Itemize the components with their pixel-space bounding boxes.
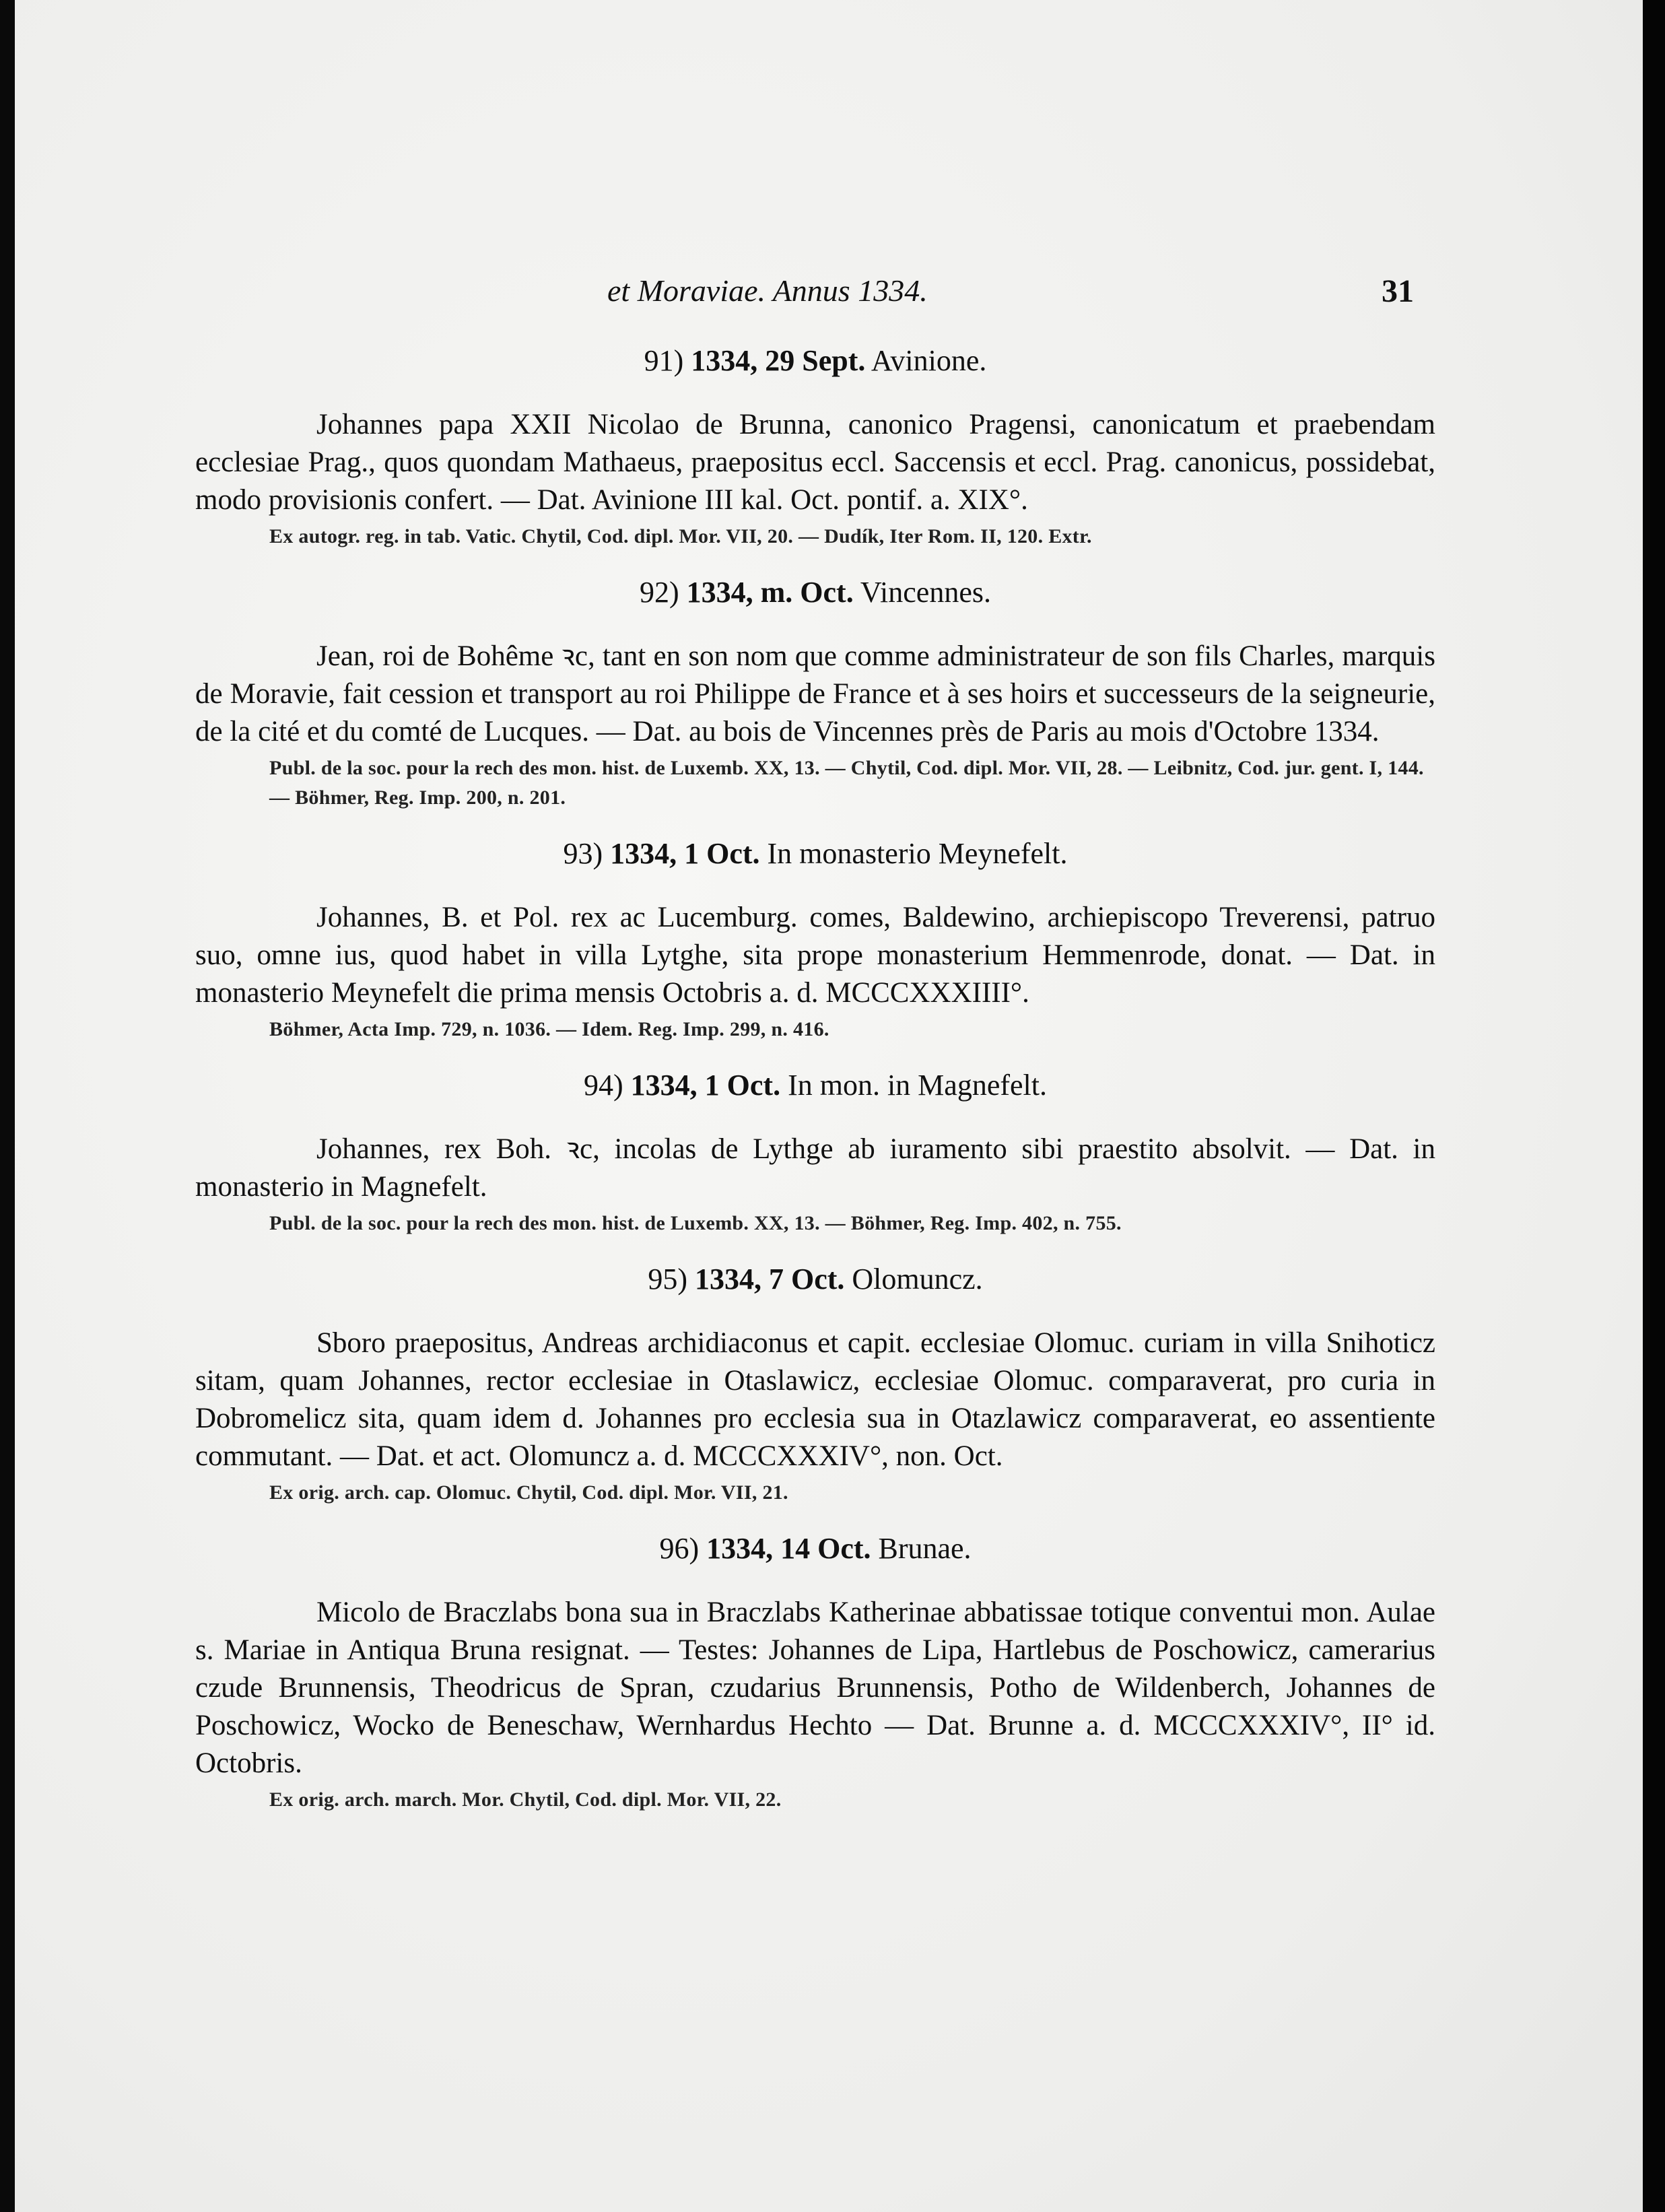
entry-date: 1334, 14 Oct. [706, 1532, 871, 1565]
entry-heading [195, 572, 1435, 613]
entry-place: Avinione. [871, 344, 987, 377]
page-header [15, 273, 1643, 313]
entry-number: 94) [584, 1069, 623, 1102]
entry-92 [195, 572, 1435, 813]
entry-place: In monasterio Meynefelt. [767, 837, 1068, 870]
entry-place: In mon. in Magnefelt. [788, 1069, 1047, 1102]
entry-number: 92) [639, 576, 679, 609]
entry-date: 1334, 1 Oct. [610, 837, 760, 870]
entry-date: 1334, m. Oct. [686, 576, 854, 609]
entry-body: Johannes, B. et Pol. rex ac Lucemburg. comes, Baldewino, archiepiscopo Treverensi, patruo suo, omne ius, quod habet in villa Lytghe, sita prope monasterium Hemmenrode, donat. — Dat. in monasterio Meynefelt die prima mensis Octobris a. d. MCCCXXXIIII°. [195, 902, 1435, 1009]
entry-93 [195, 833, 1435, 1044]
entry-heading [195, 1259, 1435, 1300]
entry-body: Johannes, rex Boh. ꝛc, incolas de Lythge ab iuramento sibi praestito absolvit. — Dat. in monasterio in Magnefelt. [195, 1133, 1435, 1203]
entry-heading [195, 1065, 1435, 1106]
entry-source: Ex orig. arch. march. Mor. Chytil, Cod. dipl. Mor. VII, 22. [269, 1788, 782, 1811]
scan-right-border [1643, 0, 1665, 2212]
entry-number: 93) [563, 837, 603, 870]
entry-91 [195, 340, 1435, 551]
running-title: et Moraviae. Annus 1334. [607, 273, 928, 308]
entry-place: Vincennes. [860, 576, 991, 609]
page-number: 31 [1382, 273, 1414, 309]
entry-source: Publ. de la soc. pour la rech des mon. hist. de Luxemb. XX, 13. — Böhmer, Reg. Imp. 402, n. 755. [269, 1212, 1122, 1234]
entry-source: Ex autogr. reg. in tab. Vatic. Chytil, Cod. dipl. Mor. VII, 20. — Dudík, Iter Rom. II, 120. Extr. [269, 525, 1092, 547]
entry-body: Sboro praepositus, Andreas archidiaconus et capit. ecclesiae Olomuc. curiam in villa Snihoticz sitam, quam Johannes, rector ecclesiae in Otaslawicz, ecclesiae Olomuc. comparaverat, pro curia in Dobromelicz sita, quam idem d. Johannes pro ecclesia sua in Otazlawicz comparaverat, eo assentiente commutant. — Dat. et act. Olomuncz a. d. MCCCXXXIV°, non. Oct. [195, 1327, 1435, 1472]
entry-94 [195, 1065, 1435, 1238]
entry-place: Brunae. [878, 1532, 972, 1565]
entry-source: Böhmer, Acta Imp. 729, n. 1036. — Idem. Reg. Imp. 299, n. 416. [269, 1018, 829, 1040]
entry-heading [195, 340, 1435, 382]
entry-body: Jean, roi de Bohême ꝛc, tant en son nom que comme administrateur de son fils Charles, marquis de Moravie, fait cession et transport au roi Philippe de France et à ses hoirs et successeurs de la seigneurie, de la cité et du comté de Lucques. — Dat. au bois de Vincennes près de Paris au mois d'Octobre 1334. [195, 640, 1435, 747]
entry-body: Johannes papa XXII Nicolao de Brunna, canonico Pragensi, canonicatum et praebendam ecclesiae Prag., quos quondam Mathaeus, praepositus eccl. Saccensis et eccl. Prag. canonicus, possidebat, modo provisionis confert. — Dat. Avinione III kal. Oct. pontif. a. XIX°. [195, 409, 1435, 516]
entry-source: Publ. de la soc. pour la rech des mon. hist. de Luxemb. XX, 13. — Chytil, Cod. dipl. Mor. VII, 28. — Leibnitz, Cod. jur. gent. I, 144. — Böhmer, Reg. Imp. 200, n. 201. [269, 757, 1424, 809]
entry-place: Olomuncz. [852, 1263, 983, 1296]
entry-number: 95) [648, 1263, 687, 1296]
entry-date: 1334, 1 Oct. [630, 1069, 781, 1102]
scan-left-border [0, 0, 15, 2212]
entry-date: 1334, 7 Oct. [694, 1263, 845, 1296]
entry-number: 96) [659, 1532, 700, 1565]
entry-date: 1334, 29 Sept. [691, 344, 866, 377]
entry-body: Micolo de Braczlabs bona sua in Braczlabs Katherinae abbatissae totique conventui mon. Aulae s. Mariae in Antiqua Bruna resignat. — Testes: Johannes de Lipa, Hartlebus de Poschowicz, camerarius czude Brunnensis, Theodricus de Spran, czudarius Brunnensis, Potho de Wildenberch, Johannes de Poschowicz, Wocko de Beneschaw, Wernhardus Hechto — Dat. Brunne a. d. MCCCXXXIV°, II° id. Octobris. [195, 1597, 1435, 1779]
entry-number: 91) [644, 344, 684, 377]
entry-source: Ex orig. arch. cap. Olomuc. Chytil, Cod. dipl. Mor. VII, 21. [269, 1481, 788, 1504]
entry-96 [195, 1528, 1435, 1815]
entry-95 [195, 1259, 1435, 1508]
entry-heading [195, 1528, 1435, 1570]
document-page [15, 0, 1643, 2212]
entry-heading [195, 833, 1435, 875]
page-content [195, 340, 1435, 1835]
